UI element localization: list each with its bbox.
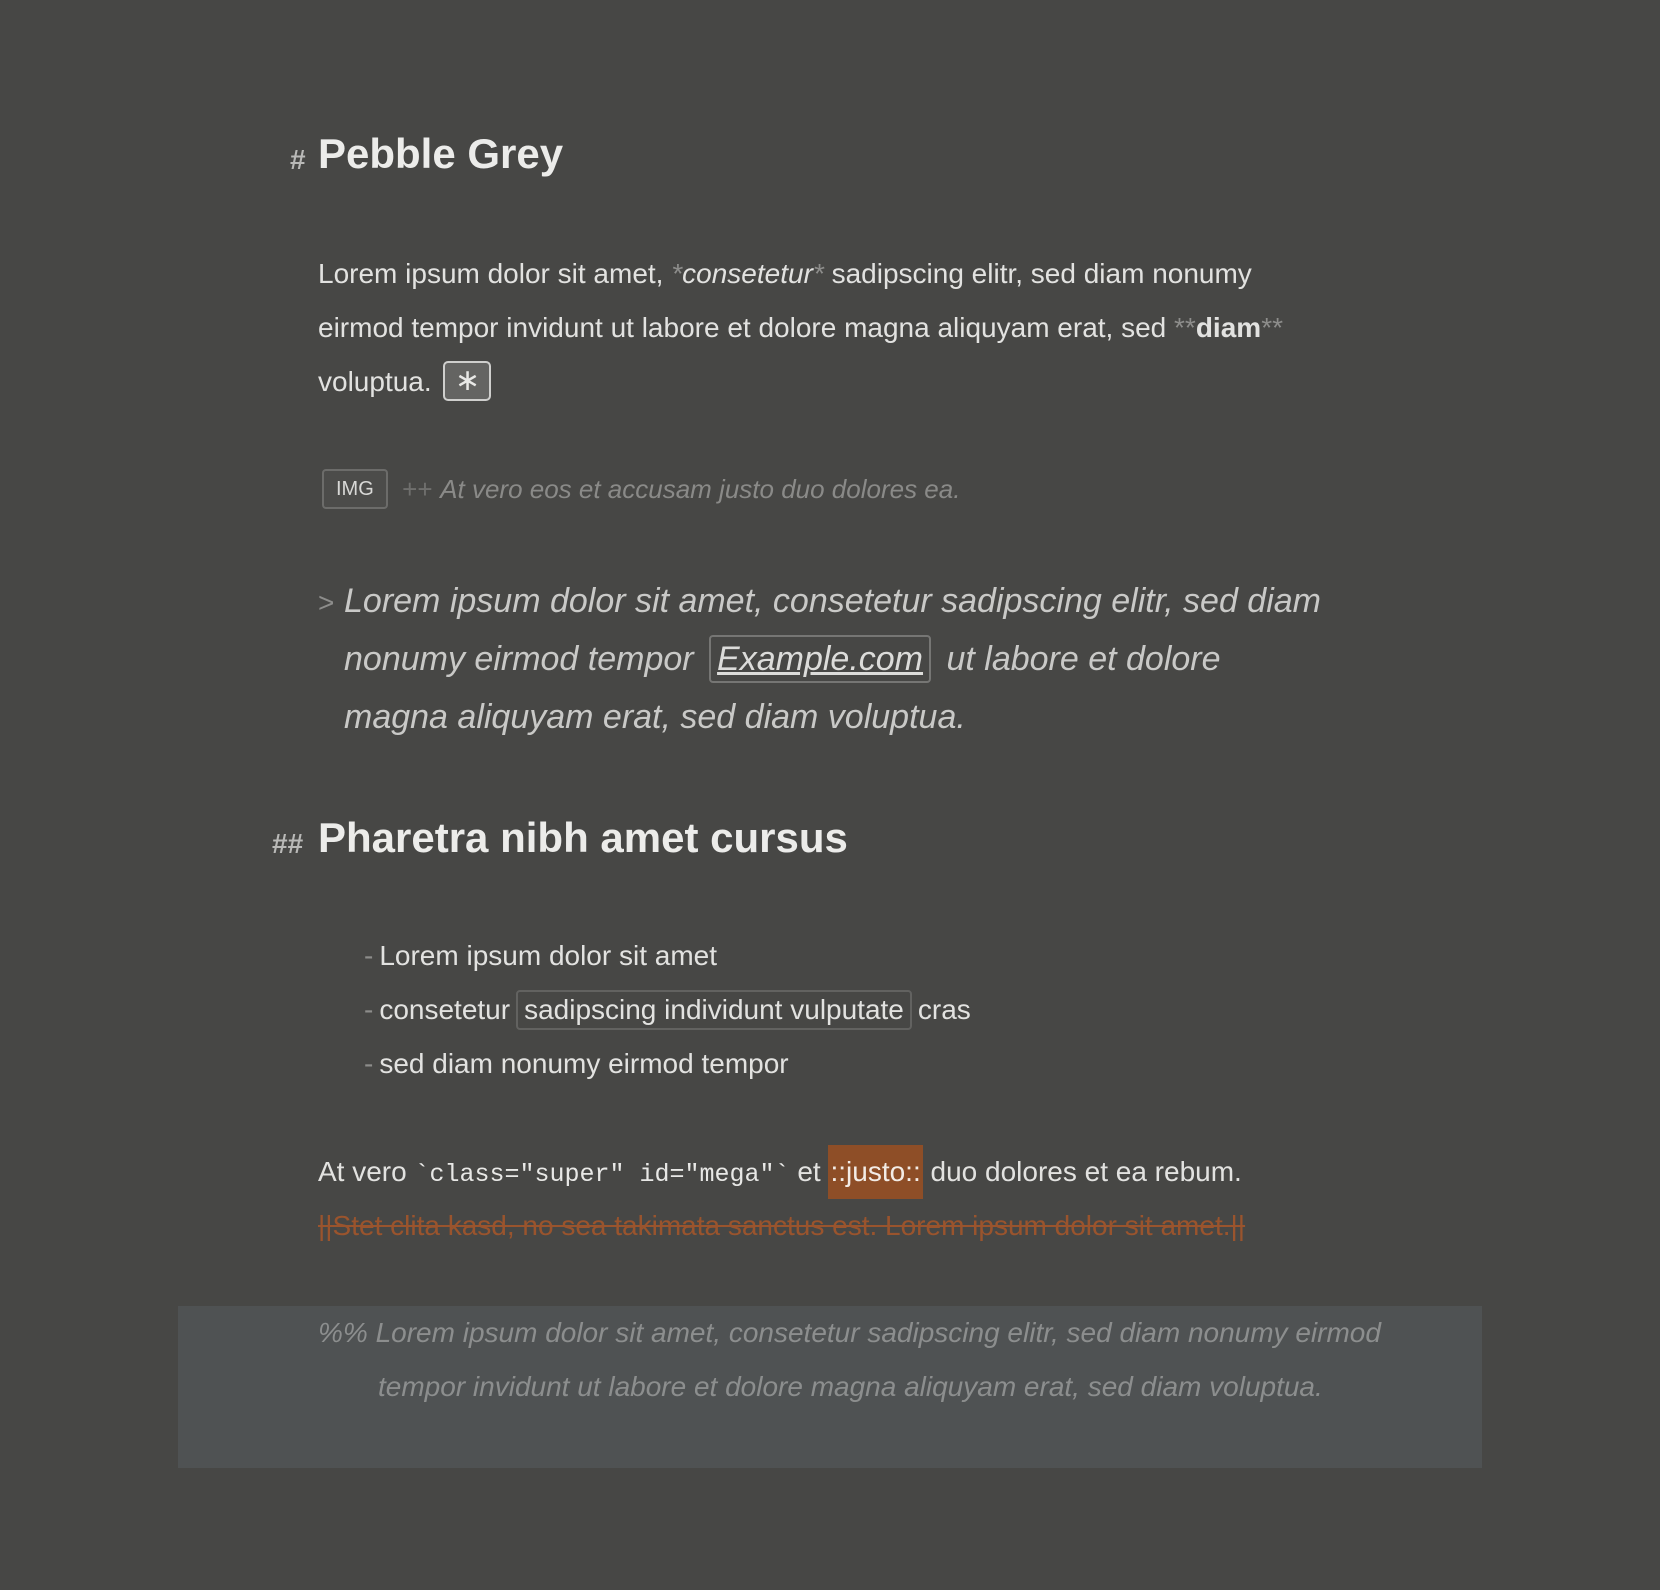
paragraph-text-2: sadipscing elitr, sed diam nonumy eirmod tempor invidunt ut labore et dolore magna aliquyam erat, sed [318,258,1252,343]
strong-marker-close: ** [1261,312,1283,343]
paragraph-text-3: voluptua. [318,366,432,397]
heading-2-text: Pharetra nibh amet cursus [318,814,848,861]
inline-code: `class="super" id="mega"` [414,1160,790,1189]
strikethrough-text[interactable]: ||Stet clita kasd, no sea takimata sanctus est. Lorem ipsum dolor sit amet.|| [318,1210,1246,1241]
list-item-text: sed diam nonumy eirmod tempor [379,1048,789,1079]
image-badge[interactable]: IMG [322,469,388,509]
image-syntax-marker: ++ [401,473,433,504]
list-bullet: - [364,994,374,1025]
blockquote-text-1: Lorem ipsum dolor sit amet, consetetur sadipscing elitr, sed diam nonumy eirmod tempor [344,582,1322,678]
highlight-mark: ::justo:: [828,1145,922,1199]
comment-block[interactable] [178,1306,1482,1468]
blockquote-marker: > [318,587,335,618]
paragraph-text-1: Lorem ipsum dolor sit amet, [318,258,672,289]
list-item[interactable] [364,929,971,983]
image-embed[interactable] [322,469,960,509]
inline-code-span: sadipscing individunt vulputate [516,990,912,1030]
code-paragraph-text-3: duo dolores et ea rebum. [922,1156,1242,1187]
blockquote-text-2: ut labore et dolore magna aliquyam erat, sed diam voluptua. [344,640,1221,736]
list-item-text: consetetur [379,994,511,1025]
code-paragraph-text-2: et [789,1156,829,1187]
heading-2[interactable] [272,808,848,868]
blockquote[interactable] [318,572,1324,746]
footnote-icon[interactable]: ∗ [443,361,491,401]
heading-1-marker: # [290,144,306,175]
list-bullet: - [364,1048,374,1079]
link-box[interactable] [709,635,931,683]
paragraph[interactable] [318,247,1338,409]
list-item[interactable] [364,1037,971,1091]
heading-1[interactable] [290,124,564,184]
list-item-text: Lorem ipsum dolor sit amet [379,940,718,971]
link-example[interactable]: Example.com [717,640,924,678]
bullet-list[interactable] [364,929,971,1091]
comment-text [318,1306,1398,1414]
code-paragraph[interactable] [318,1145,1242,1202]
comment-body: Lorem ipsum dolor sit amet, consetetur sadipscing elitr, sed diam nonumy eirmod tempor invidunt ut labore et dolore magna aliquyam erat, sed diam voluptua. [375,1317,1381,1402]
list-item-text: cras [917,994,971,1025]
emphasis-marker-open: * [671,258,683,289]
list-item[interactable] [364,983,971,1037]
comment-marker: %% [318,1317,368,1348]
emphasis-marker-close: * [812,258,824,289]
strong-marker-open: ** [1174,312,1196,343]
strong-text: diam [1195,312,1262,343]
heading-2-marker: ## [272,828,304,859]
heading-1-text: Pebble Grey [318,130,564,177]
code-paragraph-text-1: At vero [318,1156,415,1187]
emphasis-text: consetetur [682,258,813,289]
list-bullet: - [364,940,374,971]
image-caption: At vero eos et accusam justo duo dolores ea. [440,473,961,504]
